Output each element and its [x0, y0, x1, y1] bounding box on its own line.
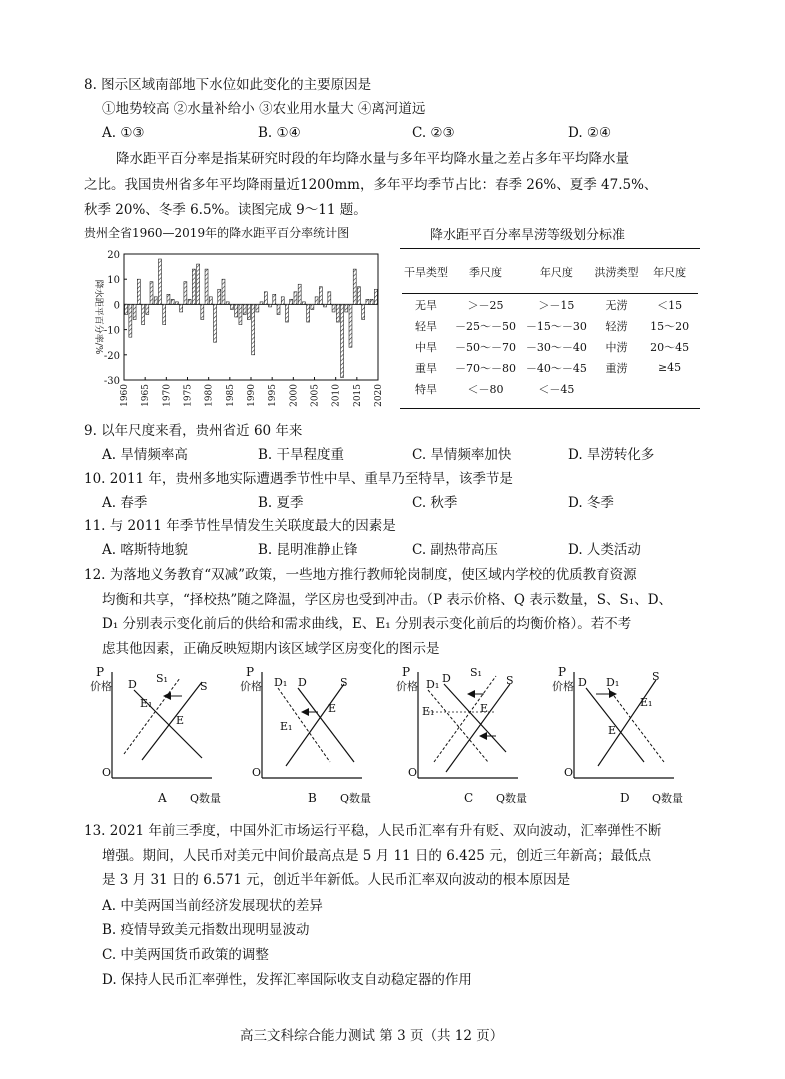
label-s1: S₁ — [156, 672, 168, 685]
label-d: D — [298, 676, 307, 689]
q8-option-d[interactable]: D. ②④ — [568, 125, 612, 141]
table-cell: 特旱 — [415, 382, 437, 396]
supply-curve — [286, 684, 344, 766]
label-e1: E₁ — [640, 696, 653, 709]
label-e: E — [480, 702, 489, 715]
bar — [214, 304, 217, 342]
q10-option-c[interactable]: C. 秋季 — [412, 495, 458, 511]
axis-qty: Q数量 — [496, 792, 528, 805]
q13-option-b[interactable]: B. 疫情导致美元指数出现明显波动 — [102, 922, 310, 938]
x-tick-label: 1980 — [204, 384, 215, 407]
chart-frame — [124, 254, 378, 380]
q8-option-a[interactable]: A. ①③ — [102, 125, 145, 141]
label-s: S — [200, 680, 208, 693]
x-tick-label: 1975 — [183, 384, 194, 407]
q9-option-a[interactable]: A. 旱情频率高 — [102, 447, 188, 463]
page-footer: 高三文科综合能力测试 第 3 页（共 12 页） — [240, 1028, 504, 1044]
bar — [315, 297, 318, 305]
q12-line-1: 12. 为落地义务教育“双减”政策，一些地方推行教师轮岗制度，使区域内学校的优质教育资源 — [84, 567, 637, 583]
axis-price: 价格 — [90, 680, 112, 693]
supply-demand-graphs — [90, 662, 730, 808]
table-cell: －40～－45 — [525, 361, 587, 375]
axis-price: 价格 — [396, 680, 418, 693]
axis-qty: Q数量 — [190, 792, 222, 805]
y-tick-label: 0 — [113, 300, 120, 312]
bar — [269, 304, 272, 307]
bar — [230, 304, 233, 309]
bar — [218, 289, 221, 304]
table-cell: 中旱 — [415, 340, 437, 354]
axis-qty: Q数量 — [652, 792, 684, 805]
bar — [133, 304, 136, 319]
bar — [341, 304, 344, 377]
y-tick-label: -20 — [103, 350, 120, 362]
x-tick-label: 2010 — [331, 384, 342, 407]
label-d1: D₁ — [426, 678, 440, 691]
origin-label: O — [252, 766, 262, 779]
header-season-scale: 季尺度 — [468, 266, 502, 279]
table-cell: ＞－25 — [467, 298, 504, 312]
bar — [307, 304, 310, 322]
bar — [324, 304, 327, 307]
bar — [345, 304, 348, 312]
table-cell: 无涝 — [605, 298, 628, 312]
label-d: D — [128, 678, 137, 691]
table-cell: 20～45 — [650, 340, 690, 354]
table-cell: ＜15 — [657, 298, 683, 312]
axis-qty: Q数量 — [340, 792, 372, 805]
label-s: S — [506, 674, 514, 687]
bar — [167, 294, 170, 304]
label-e1: E₁ — [280, 720, 293, 733]
drought-flood-table — [402, 251, 698, 399]
bar — [205, 269, 208, 304]
graph-label-c: C — [464, 791, 474, 805]
bar — [180, 304, 183, 312]
bar — [256, 304, 259, 312]
bar — [226, 302, 229, 305]
bar — [222, 279, 225, 304]
bar — [260, 302, 263, 305]
label-e: E — [608, 724, 617, 737]
table-cell: ＞－15 — [538, 298, 575, 312]
precipitation-anomaly-chart — [84, 244, 386, 422]
graph-c[interactable] — [396, 665, 527, 805]
table-cell — [641, 378, 698, 399]
x-tick-label: 1995 — [268, 384, 279, 407]
q13-line-1: 13. 2021 年前三季度，中国外汇市场运行平稳，人民币汇率有升有贬、双向波动，汇率弹性不断 — [84, 823, 662, 839]
axis-price: 价格 — [552, 680, 574, 693]
y-tick-label: 10 — [107, 275, 120, 287]
bar — [209, 297, 212, 305]
x-tick-label: 1965 — [141, 384, 152, 407]
bar — [188, 299, 191, 304]
table-cell: 重涝 — [605, 361, 628, 375]
bar — [129, 304, 132, 337]
q11-option-c[interactable]: C. 副热带高压 — [412, 542, 498, 558]
graph-d[interactable] — [552, 665, 683, 805]
bar — [332, 304, 335, 312]
x-tick-label: 2000 — [289, 384, 300, 407]
label-d1: D₁ — [274, 676, 288, 689]
q9-option-d[interactable]: D. 旱涝转化多 — [568, 447, 655, 463]
axis-p: P — [558, 665, 567, 679]
demand-curve — [298, 688, 354, 762]
x-tick-label: 1970 — [162, 384, 173, 407]
q12-line-3: D₁ 分别表示变化前后的供给和需求曲线，E、E₁ 分别表示变化前后的均衡价格）。若不考 — [102, 616, 632, 632]
x-tick-label: 1960 — [120, 384, 130, 407]
bar — [353, 269, 356, 304]
table-cell: 轻涝 — [605, 319, 628, 333]
graph-label-b: B — [308, 791, 317, 805]
passage-line-3: 秋季 20%、冬季 6.5%。读图完成 9～11 题。 — [84, 202, 367, 218]
bar — [362, 304, 365, 319]
bar — [328, 292, 331, 305]
table-cell: －50～－70 — [454, 340, 516, 354]
bar — [159, 259, 162, 304]
q8-option-c[interactable]: C. ②③ — [412, 125, 455, 141]
table-cell: －15～－30 — [525, 319, 587, 333]
bar — [150, 282, 153, 305]
graph-a[interactable] — [90, 665, 221, 805]
table-cell: 中涝 — [605, 340, 628, 354]
label-s: S — [340, 676, 348, 689]
label-e1: E₁ — [422, 705, 435, 718]
bar — [163, 304, 166, 324]
bar — [290, 299, 293, 304]
q13-option-d[interactable]: D. 保持人民币汇率弹性，发挥汇率国际收支自动稳定器的作用 — [102, 972, 472, 988]
bar — [171, 299, 174, 304]
table-cell: ＜－45 — [538, 382, 575, 396]
bar — [336, 304, 339, 322]
bar — [319, 287, 322, 305]
origin-label: O — [408, 766, 418, 779]
q10-option-d[interactable]: D. 冬季 — [568, 495, 614, 511]
table-cell: ＜－80 — [467, 382, 504, 396]
label-s1: S₁ — [470, 666, 482, 679]
table-cell: ≥45 — [657, 361, 682, 374]
bar — [247, 304, 250, 319]
bar — [311, 304, 314, 309]
label-e: E — [328, 702, 337, 715]
table-cell: 15～20 — [650, 319, 690, 333]
q12-line-2: 均衡和共享，“择校热”随之降温，学区房也受到冲击。（P 表示价格、Q 表示数量，S、S₁、D、 — [102, 592, 673, 608]
bar — [264, 292, 267, 305]
label-s: S — [652, 670, 660, 683]
x-tick-label: 1985 — [225, 384, 236, 407]
q12-line-4: 虑其他因素，正确反映短期内该区域学区房变化的图示是 — [102, 641, 440, 657]
header-year-scale: 年尺度 — [539, 266, 573, 279]
bar — [374, 289, 377, 304]
q9-option-c[interactable]: C. 旱情频率加快 — [412, 447, 512, 463]
bar — [239, 304, 242, 324]
bar — [201, 304, 204, 319]
header-flood-type: 洪涝类型 — [594, 266, 639, 279]
axis-p: P — [402, 665, 411, 679]
bar — [252, 304, 255, 354]
x-tick-label: 2015 — [352, 384, 363, 407]
bar — [286, 304, 289, 322]
bar — [349, 304, 352, 347]
bar — [125, 304, 128, 314]
bar — [302, 302, 305, 305]
q8-items: ①地势较高 ②水量补给小 ③农业用水量大 ④离河道远 — [102, 101, 426, 117]
header-flood-year-scale: 年尺度 — [653, 266, 687, 279]
q13-option-c[interactable]: C. 中美两国货币政策的调整 — [102, 947, 269, 963]
y-axis-label: 降水距平百分率/% — [93, 279, 103, 355]
table-top-rule — [400, 248, 700, 249]
q13-line-3: 是 3 月 31 日的 6.571 元，创近半年新低。人民币汇率双向波动的根本原因是 — [102, 872, 571, 888]
table-cell: 重旱 — [415, 361, 437, 375]
label-e: E — [176, 714, 185, 727]
table-cell: －70～－80 — [454, 361, 516, 375]
bar — [142, 304, 145, 324]
q11-option-a[interactable]: A. 喀斯特地貌 — [102, 542, 188, 558]
q8-option-b[interactable]: B. ①④ — [258, 125, 301, 141]
y-tick-label: 20 — [107, 250, 120, 261]
bar — [175, 302, 178, 305]
bar — [294, 292, 297, 305]
label-e1: E₁ — [140, 697, 153, 710]
q8-stem: 8. 图示区域南部地下水位如此变化的主要原因是 — [84, 77, 372, 93]
label-d1: D₁ — [606, 676, 620, 689]
q11-stem: 11. 与 2011 年季节性旱情发生关联度最大的因素是 — [84, 518, 396, 534]
header-drought-type: 干旱类型 — [404, 266, 448, 279]
table-cell: 轻旱 — [415, 319, 437, 333]
axis-price: 价格 — [240, 680, 262, 693]
bar — [243, 304, 246, 314]
q11-option-b[interactable]: B. 昆明准静止锋 — [258, 542, 358, 558]
passage-line-2: 之比。我国贵州省多年平均降雨量近1200mm，多年平均季节占比：春季 26%、夏季 47.5%、 — [84, 177, 658, 193]
supply-curve — [598, 680, 656, 766]
table-cell: －30～－40 — [525, 340, 587, 354]
bar — [154, 297, 157, 305]
origin-label: O — [102, 766, 112, 779]
bar — [235, 304, 238, 317]
bar — [137, 279, 140, 304]
bar — [281, 297, 284, 305]
x-tick-label: 2020 — [374, 384, 384, 407]
passage-line-1: 降水距平百分率是指某研究时段的年均降水量与多年平均降水量之差占多年平均降水量 — [116, 151, 629, 167]
graph-label-a: A — [158, 791, 167, 805]
bar — [146, 304, 149, 314]
table-cell — [592, 378, 641, 399]
bar — [366, 299, 369, 304]
label-d: D — [578, 676, 587, 689]
bar — [298, 284, 301, 304]
axis-p: P — [246, 665, 255, 679]
table-bottom-rule — [400, 408, 700, 409]
graph-label-d: D — [620, 791, 630, 805]
y-tick-label: -30 — [103, 376, 120, 387]
bar — [277, 304, 280, 314]
q10-stem: 10. 2011 年，贵州多地实际遭遇季节性中旱、重旱乃至特旱，该季节是 — [84, 471, 513, 487]
bar — [370, 299, 373, 304]
axis-p: P — [96, 665, 105, 679]
bar — [197, 264, 200, 304]
origin-label: O — [564, 766, 574, 779]
table-title: 降水距平百分率旱涝等级划分标准 — [430, 228, 626, 243]
q9-stem: 9. 以年尺度来看，贵州省近 60 年来 — [84, 423, 303, 439]
supply-curve-s1 — [434, 676, 496, 762]
q13-line-2: 增强。期间，人民币对美元中间价最高点是 5 月 11 日的 6.425 元，创近三年新高；最低点 — [102, 848, 652, 864]
q13-option-a[interactable]: A. 中美两国当前经济发展现状的差异 — [102, 898, 323, 914]
bar — [273, 294, 276, 304]
table-cell: －25～－50 — [454, 319, 516, 333]
x-tick-label: 1990 — [247, 384, 257, 407]
bar — [184, 282, 187, 305]
y-tick-label: -10 — [103, 325, 120, 337]
table-cell: 无旱 — [415, 298, 437, 312]
q10-option-b[interactable]: B. 夏季 — [258, 495, 304, 511]
x-tick-label: 2005 — [310, 384, 321, 407]
graph-b[interactable] — [240, 665, 371, 805]
q9-option-b[interactable]: B. 干旱程度重 — [258, 447, 345, 463]
chart-title: 贵州全省1960—2019年的降水距平百分率统计图 — [84, 226, 350, 240]
label-d: D — [442, 672, 451, 685]
bar — [357, 287, 360, 305]
q10-option-a[interactable]: A. 春季 — [102, 495, 148, 511]
bar — [192, 269, 195, 304]
q11-option-d[interactable]: D. 人类活动 — [568, 542, 641, 558]
